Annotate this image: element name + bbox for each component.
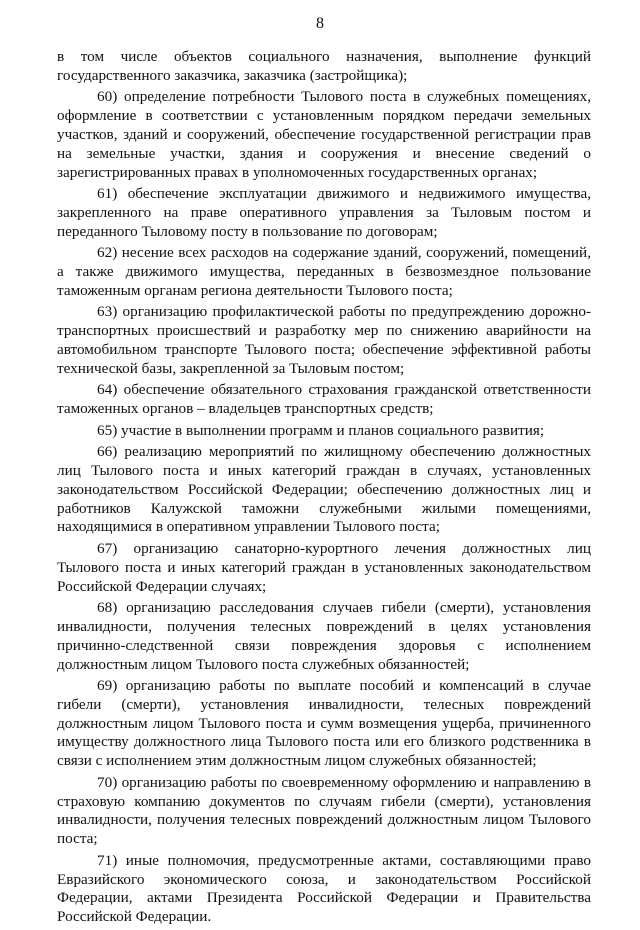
- paragraph-item-65: 65) участие в выполнении программ и планов социального развития;: [97, 421, 545, 439]
- paragraph-item-60: 60) определение потребности Тылового поста в служебных помещениях, оформление в соответствии с установленным порядком передачи земельных участков, зданий и сооружений, обеспечение государственной регистрации прав на земельные участки, здания и сооружения и внесение сведений о зарегистрированных правах в уполномоченных государственных органах;: [57, 88, 591, 181]
- document-body: [57, 48, 591, 930]
- paragraph-item-67: 67) организацию санаторно-курортного лечения должностных лиц Тылового поста и иных категорий граждан в установленных законодательством Российской Федерации случаях;: [57, 539, 591, 595]
- paragraph-item-64: 64) обеспечение обязательного страхования гражданской ответственности таможенных органов – владельцев транспортных средств;: [57, 381, 591, 418]
- paragraph-item-66: 66) реализацию мероприятий по жилищному обеспечению должностных лиц Тылового поста и иных категорий граждан в случаях, установленных законодательством Российской Федерации; обеспечению должностных лиц и работников Калужской таможни служебными жилыми помещениями, находящимися в оперативном управлении Тылового поста;: [57, 443, 591, 536]
- paragraph-item-68: 68) организацию расследования случаев гибели (смерти), установления инвалидности, получения телесных повреждений в целях установления причинно-следственной связи повреждения здоровья с исполнением должностным лицом Тылового поста служебных обязанностей;: [57, 598, 591, 673]
- paragraph-item-69: 69) организацию работы по выплате пособий и компенсаций в случае гибели (смерти), установления инвалидности, телесных повреждений должностным лицом Тылового поста и сумм возмещения ущерба, причиненного имуществу должностного лица Тылового поста или его близкого родственника в связи с исполнением этим должностным лицом служебных обязанностей;: [57, 676, 591, 770]
- paragraph-item-71: 71) иные полномочия, предусмотренные актами, составляющими право Евразийского экономического союза, и законодательством Российской Федерации, актами Президента Российской Федерации и Правительства Российской Федерации.: [57, 851, 591, 926]
- page-number: 8: [316, 15, 324, 32]
- paragraph-continuation: в том числе объектов социального назначения, выполнение функций государственного заказчика, заказчика (застройщика);: [57, 48, 591, 84]
- paragraph-item-63: 63) организацию профилактической работы по предупреждению дорожно-транспортных происшествий и разработку мер по снижению аварийности на автомобильном транспорте Тылового поста; обеспечение эффективной работы технической базы, закрепленной за Тыловым постом;: [57, 303, 591, 377]
- paragraph-item-70: 70) организацию работы по своевременному оформлению и направлению в страховую компанию документов по случаям гибели (смерти), установления инвалидности, получения телесных повреждений должностным лицом Тылового поста;: [57, 773, 591, 848]
- paragraph-item-62: 62) несение всех расходов на содержание зданий, сооружений, помещений, а также движимого имущества, переданных в безвозмездное пользование таможенным органам региона деятельности Тылового поста;: [57, 244, 591, 299]
- paragraph-item-61: 61) обеспечение эксплуатации движимого и недвижимого имущества, закрепленного на праве оперативного управления за Тыловым постом и переданного Тыловому посту в пользование по договорам;: [57, 185, 591, 240]
